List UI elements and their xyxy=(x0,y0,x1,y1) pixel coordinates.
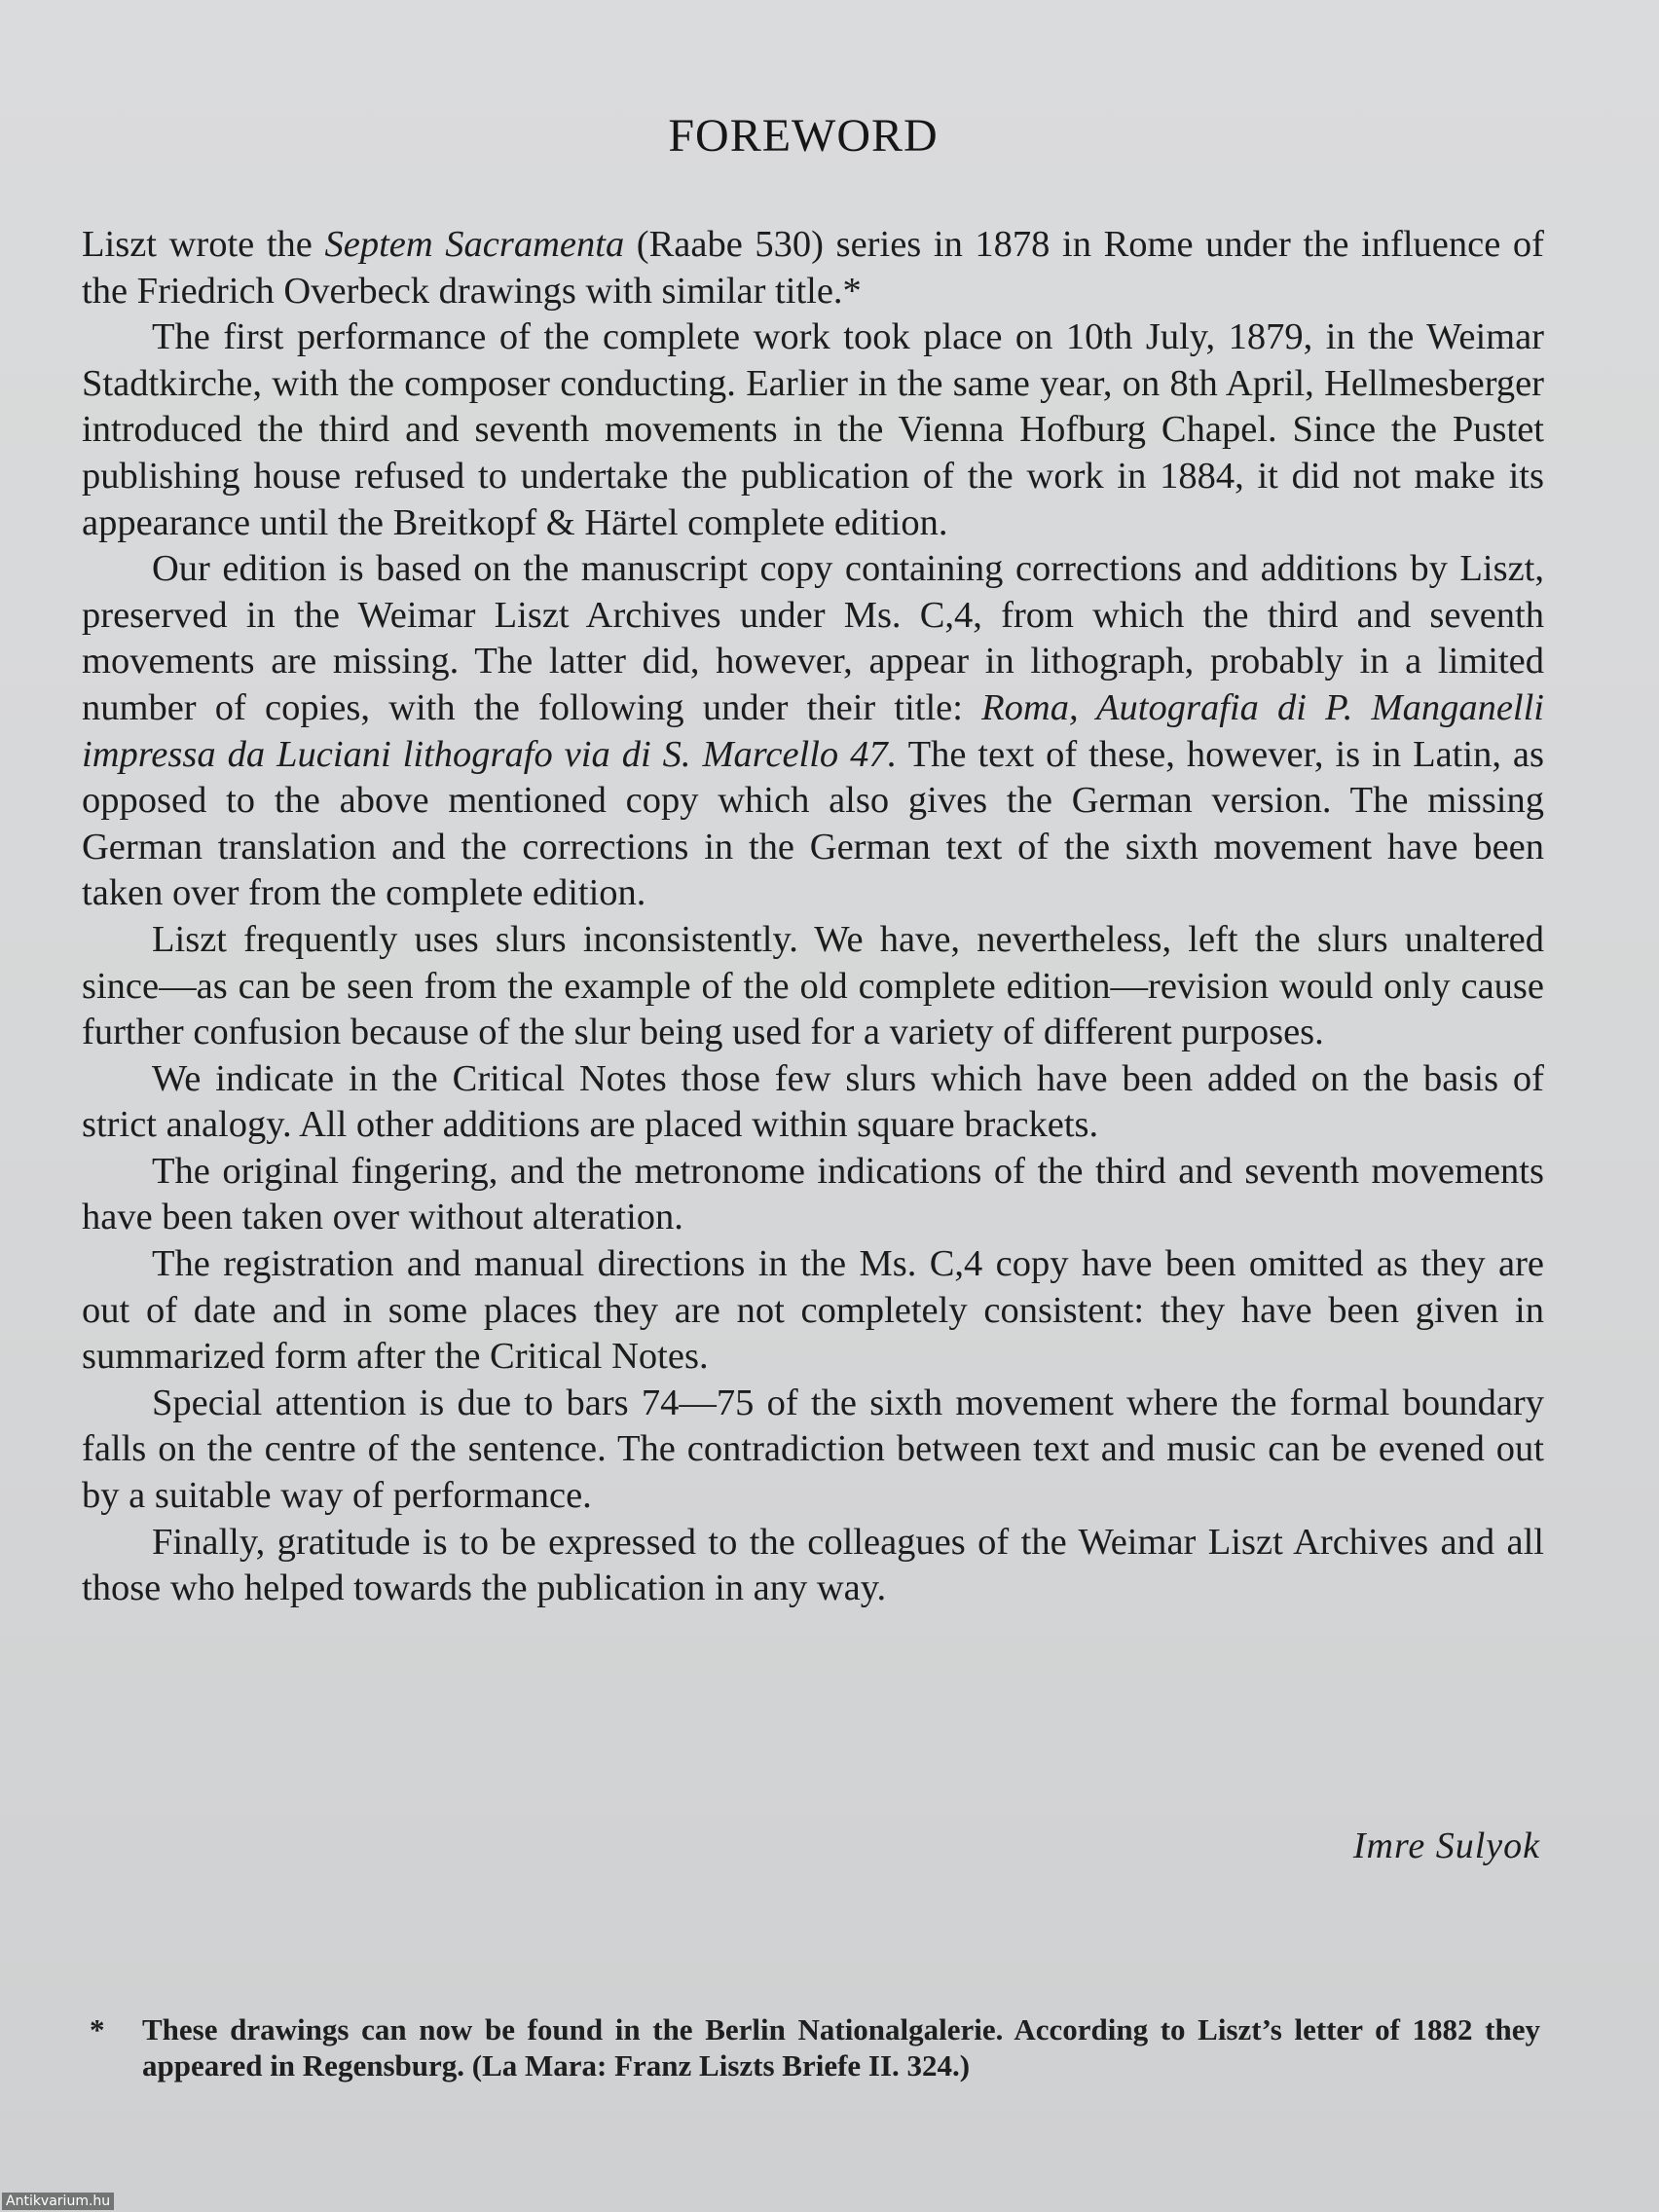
paragraph-1-end: (Raabe 530) series in 1878 in Rome under the influence of the Friedrich Overbeck drawings with similar title.* xyxy=(82,224,1544,312)
paragraph-1 xyxy=(82,222,1544,314)
footnote-text: These drawings can now be found in the Berlin Nationalgalerie. According to Liszt’s letter of 1882 they appeared in Regensburg. (La Mara: Franz Liszts Briefe II. 324.) xyxy=(142,2012,1540,2083)
foreword-body xyxy=(82,222,1544,1612)
paragraph-2: The first performance of the complete work took place on 10th July, 1879, in the Weimar Stadtkirche, with the composer conducting. Earlier in the same year, on 8th April, Hellmesberger introduced the third and seventh movements in the Vienna Hofburg Chapel. Since the Pustet publishing house refused to undertake the publication of the work in 1884, it did not make its appearance until the Breitkopf & Härtel complete edition. xyxy=(82,316,1544,543)
footnote xyxy=(90,2011,1540,2083)
paragraph-4: Liszt frequently uses slurs inconsistently. We have, nevertheless, left the slurs unaltered since—as can be seen from the example of the old complete edition—revision would only cause further confusion because of the slur being used for a variety of different purposes. xyxy=(82,918,1544,1053)
paragraph-8: Special attention is due to bars 74—75 of the sixth movement where the formal boundary falls on the centre of the sentence. The contradiction between text and music can be evened out by a suitable way of performance. xyxy=(82,1382,1544,1517)
paragraph-1-start: Liszt wrote the xyxy=(82,224,325,265)
paragraph-3 xyxy=(82,546,1544,917)
paragraph-3-end: The text of these, however, is in Latin, as opposed to the above mentioned copy which also gives the German version. The missing German translation and the corrections in the German text of the sixth movement have been taken over from the complete edition. xyxy=(82,733,1544,914)
paragraph-5: We indicate in the Critical Notes those few slurs which have been added on the basis of strict analogy. All other additions are placed within square brackets. xyxy=(82,1057,1544,1146)
paragraph-7: The registration and manual directions in the Ms. C,4 copy have been omitted as they are out of date and in some places they are not completely consistent: they have been given in summarized form after the Critical Notes. xyxy=(82,1243,1544,1378)
paragraph-9: Finally, gratitude is to be expressed to the colleagues of the Weimar Liszt Archives and all those who helped towards the publication in any way. xyxy=(82,1521,1544,1609)
paragraph-6: The original fingering, and the metronome indications of the third and seventh movements have been taken over without alteration. xyxy=(82,1150,1544,1238)
footnote-marker: * xyxy=(90,2012,105,2046)
work-title: Septem Sacramenta xyxy=(324,224,625,265)
lithograph-title: Roma, Autografia di P. Manganelli impressa da Luciani lithografo via di S. Marcello 47. xyxy=(82,686,1544,775)
author-signature: Imre Sulyok xyxy=(1352,1825,1540,1866)
source-watermark: Antikvarium.hu xyxy=(2,2193,114,2210)
paragraph-3-start: Our edition is based on the manuscript copy containing corrections and additions by Liszt, preserved in the Weimar Liszt Archives under Ms. C,4, from which the third and seventh movements are missing. The latter did, however, appear in lithograph, probably in a limited number of copies, with the following under their title: xyxy=(82,548,1544,728)
page-title: FOREWORD xyxy=(668,110,939,163)
